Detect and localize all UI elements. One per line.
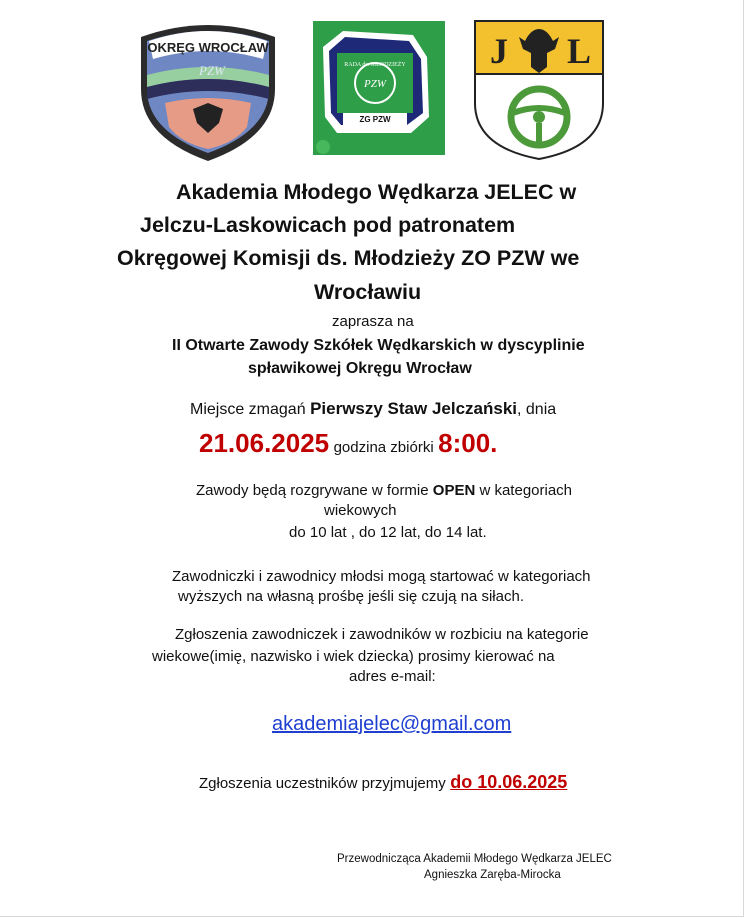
crest-right-letter: L [566, 31, 592, 71]
invites-text: zaprasza na [332, 313, 414, 330]
event-line-1: II Otwarte Zawody Szkółek Wędkarskich w dyscyplinie [172, 337, 585, 354]
event-date: 21.06.2025 [199, 428, 330, 458]
date-line [199, 428, 497, 459]
email-link[interactable]: akademiajelec@gmail.com [272, 713, 512, 735]
deadline-date: do 10.06.2025 [450, 772, 568, 792]
event-line-2: spławikowej Okręgu Wrocław [248, 360, 472, 377]
gathering-label: godzina zbiórki [333, 439, 434, 456]
venue-prefix: Miejsce zmagań [190, 401, 306, 418]
format-pre: Zawody będą rozgrywane w formie [196, 482, 429, 499]
venue-suffix: , dnia [517, 401, 557, 418]
title-line-3: Okręgowej Komisji ds. Młodzieży ZO PZW we [117, 246, 580, 270]
title-line-4: Wrocławiu [314, 280, 422, 304]
rada-pzw-text: PZW [364, 78, 386, 90]
registration-line-2: wiekowe(imię, nazwisko i wiek dziecka) prosimy kierować na [152, 648, 555, 665]
registration-line-3: adres e-mail: [349, 668, 436, 685]
younger-line-1: Zawodniczki i zawodnicy młodsi mogą startować w kategoriach [172, 568, 591, 585]
zg-pzw-text: ZG PZW [359, 115, 391, 124]
rada-text: RADA ds. MŁODZIEŻY [344, 62, 406, 68]
format-open: OPEN [432, 482, 476, 499]
crest-left-letter: J [490, 31, 508, 71]
okreg-pzw-text: PZW [199, 63, 225, 78]
younger-line-2: wyższych na własną prośbę jeśli się czują na siłach. [178, 588, 524, 605]
deadline-line [199, 772, 567, 793]
venue-place: Pierwszy Staw Jelczański [310, 399, 518, 418]
title-line-1: Akademia Młodego Wędkarza JELEC w [176, 180, 577, 204]
deadline-text: Zgłoszenia uczestników przyjmujemy [199, 775, 446, 792]
rada-mlodziezy-logo [313, 21, 445, 155]
format-post: w kategoriach [479, 482, 573, 499]
format-line-3: do 10 lat , do 12 lat, do 14 lat. [289, 524, 487, 541]
format-line-1 [196, 482, 572, 499]
okreg-badge-text: OKRĘG WROCŁAW [147, 40, 269, 55]
okreg-wroclaw-shield-logo [135, 19, 281, 163]
venue-line [190, 399, 556, 419]
gathering-time: 8:00. [438, 428, 498, 458]
title-line-2: Jelczu-Laskowicach pod patronatem [140, 213, 516, 237]
registration-line-1: Zgłoszenia zawodniczek i zawodników w rozbiciu na kategorie [175, 626, 589, 643]
signature-line-2: Agnieszka Zaręba-Mirocka [424, 869, 561, 881]
signature-line-1: Przewodnicząca Akademii Młodego Wędkarza JELEC [337, 853, 612, 865]
format-line-2: wiekowych [324, 502, 397, 519]
jelcz-laskowice-crest-logo [473, 19, 605, 161]
